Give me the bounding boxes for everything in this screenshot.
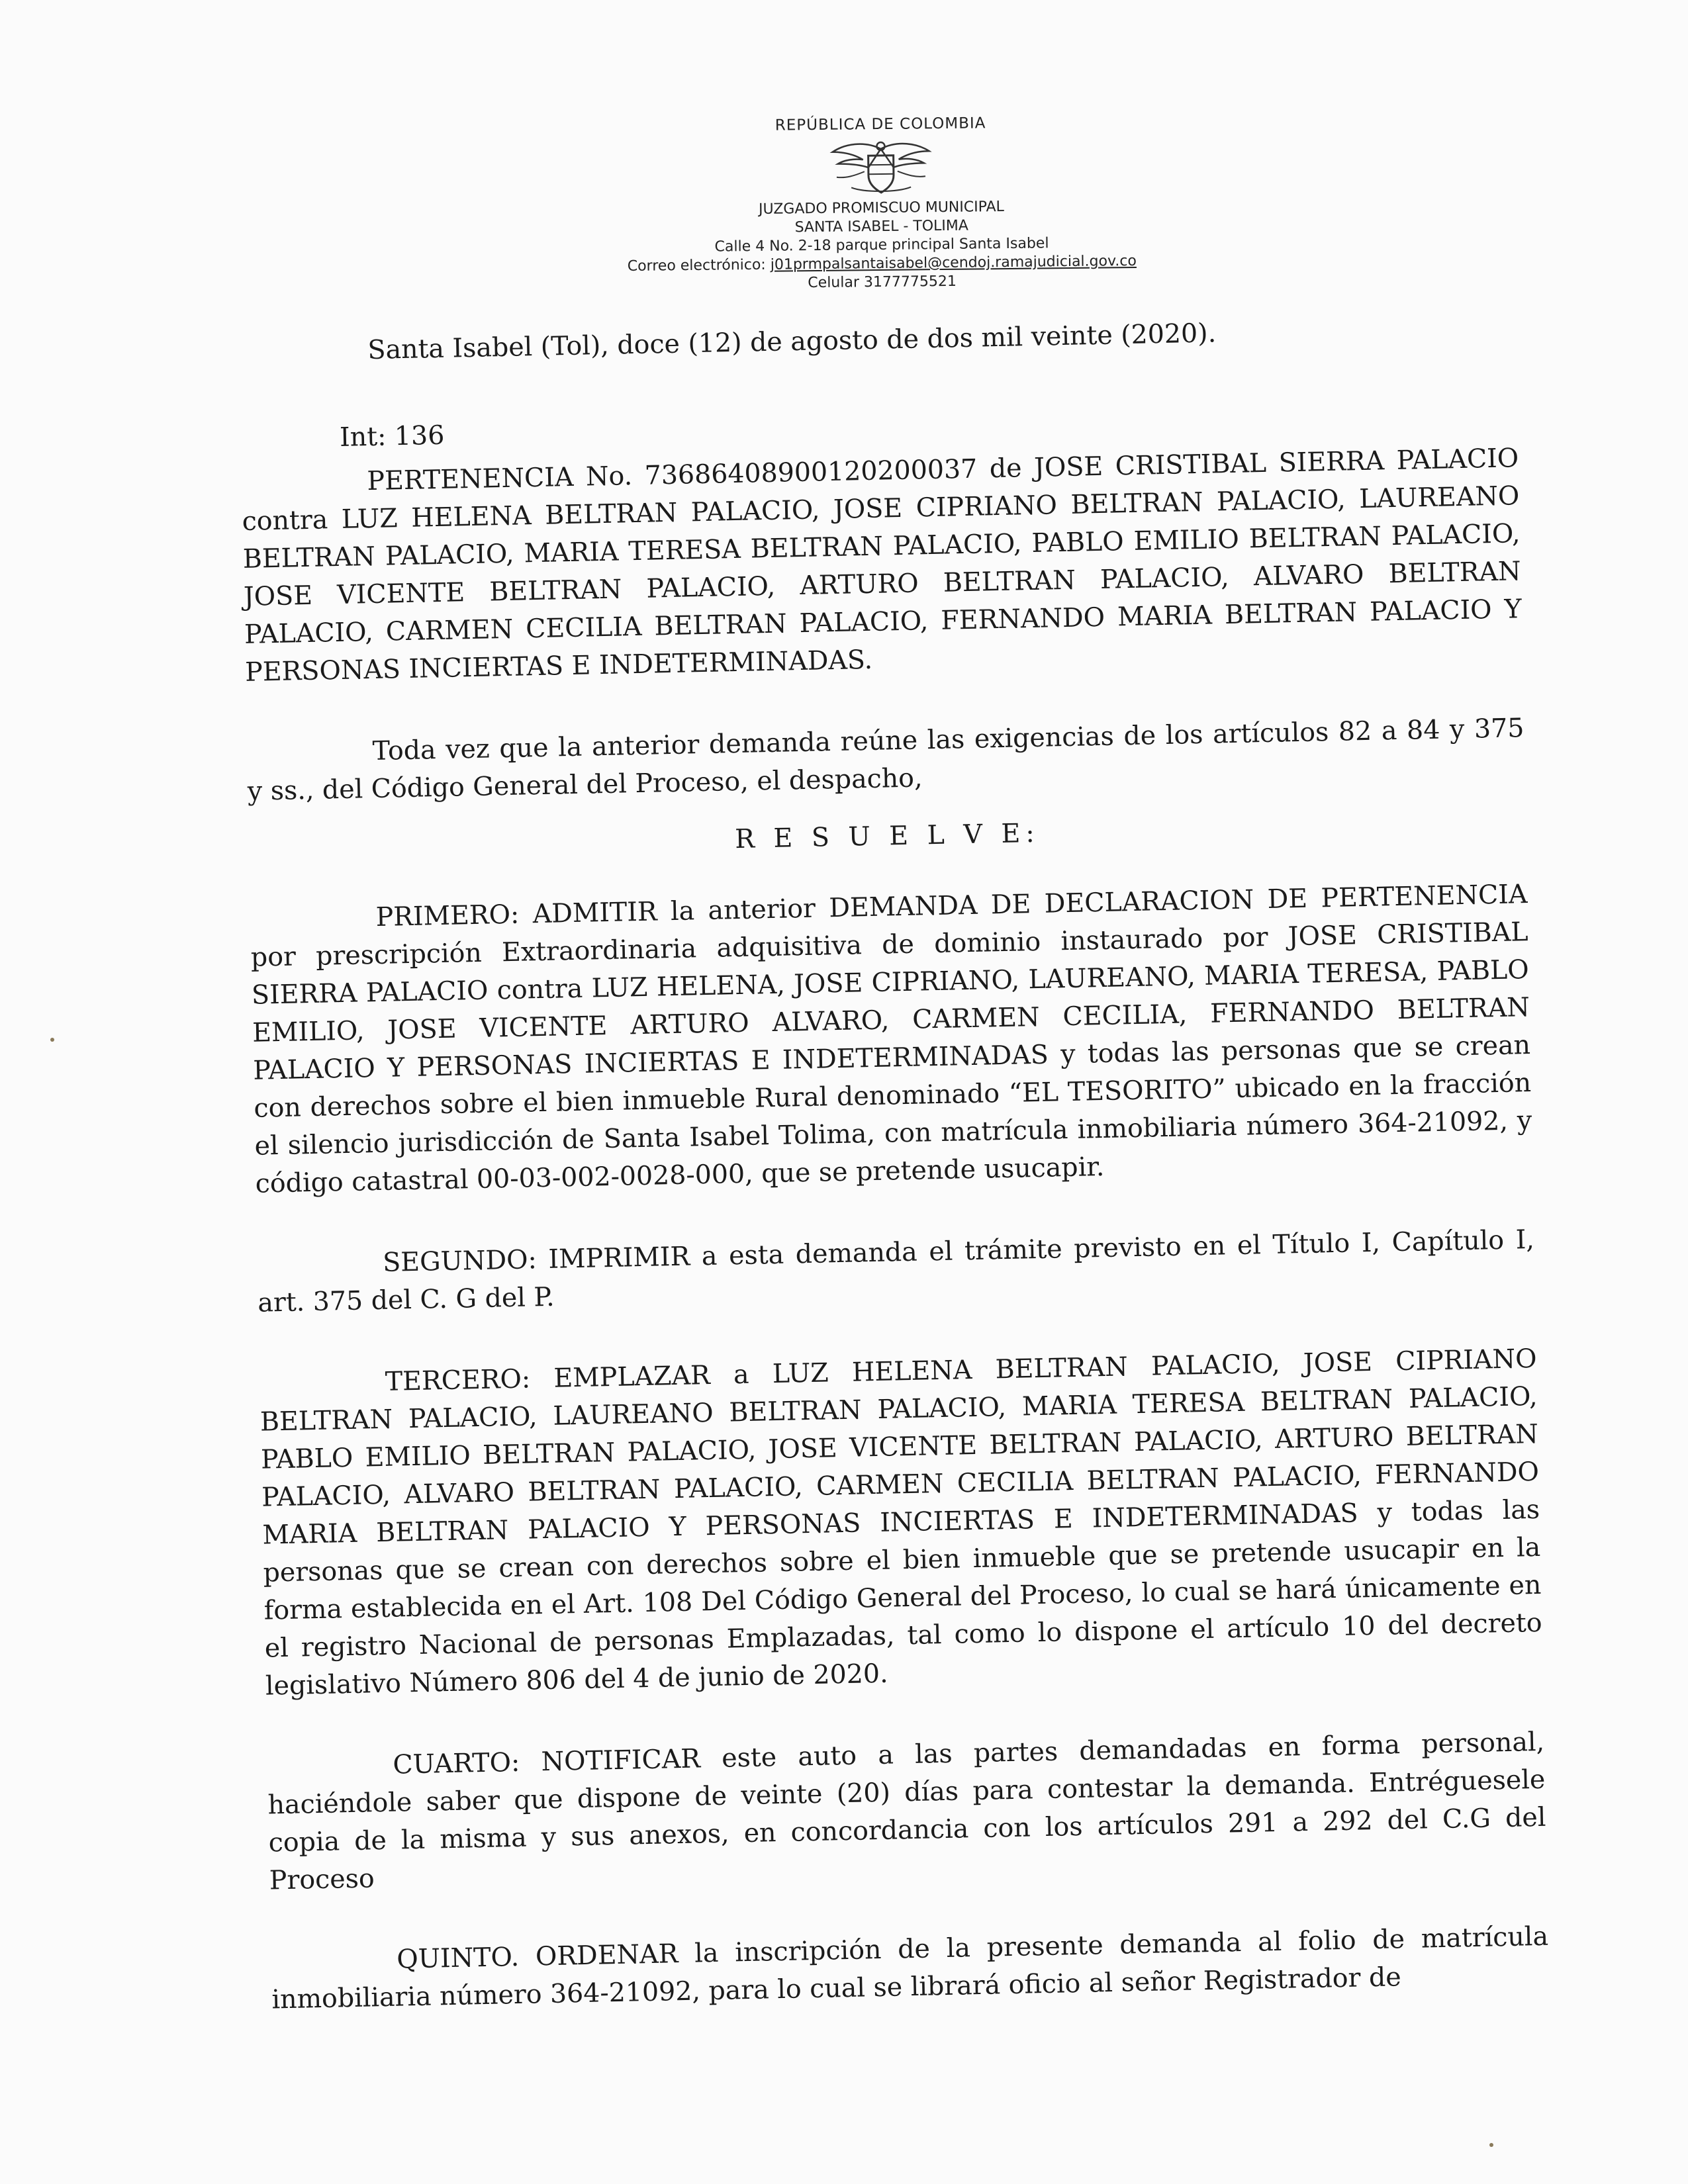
primero-paragraph: PRIMERO: ADMITIR la anterior DEMANDA DE DECLARACION DE PERTENENCIA por prescripción Extraordinaria adquisitiva de dominio instaurado por JOSE CRISTIBAL SIERRA PALACIO contra LUZ HELENA, JOSE CIPRIANO, LAUREANO, MARIA TERESA, PABLO EMILIO, JOSE VICENTE ARTURO ALVARO, CARMEN CECILIA, FERNANDO BELTRAN PALACIO Y PERSONAS INCIERTAS E INDETERMINADAS y todas las personas que se crean con derechos sobre el bien inmueble Rural denominado “EL TESORITO” ubicado en la fracción el silencio jurisdicción de Santa Isabel Tolima, con matrícula inmobiliaria número 364-21092, y código catastral 00-03-002-0028-000, que se pretende usucapir. (250, 879, 1532, 1199)
resuelve-heading: R E S U E L V E: (734, 817, 1041, 855)
internal-number: Int: 136 (339, 420, 445, 453)
segundo-paragraph: SEGUNDO: IMPRIMIR a esta demanda el trámite previsto en el Título I, Capítulo I, art. 375 del C. G del P. (257, 1224, 1535, 1318)
republic-heading: REPÚBLICA DE COLOMBIA (774, 114, 986, 134)
court-phone: Celular 3177775521 (808, 273, 957, 292)
court-email-link[interactable]: j01prmpalsantaisabel@cendoj.ramajudicial.gov.co (770, 252, 1137, 273)
court-name: JUZGADO PROMISCUO MUNICIPAL (758, 199, 1004, 218)
court-city: SANTA ISABEL - TOLIMA (794, 217, 969, 236)
scan-speck (1489, 2143, 1493, 2147)
letterhead (569, 113, 1194, 295)
case-caption: PERTENENCIA No. 73686408900120200037 de JOSE CRISTIBAL SIERRA PALACIO contra LUZ HELENA BELTRAN PALACIO, JOSE CIPRIANO BELTRAN PALACIO, LAUREANO BELTRAN PALACIO, MARIA TERESA BELTRAN PALACIO, PABLO EMILIO BELTRAN PALACIO, JOSE VICENTE BELTRAN PALACIO, ARTURO BELTRAN PALACIO, ALVARO BELTRAN PALACIO, CARMEN CECILIA BELTRAN PALACIO, FERNANDO MARIA BELTRAN PALACIO Y PERSONAS INCIERTAS E INDETERMINADAS. (242, 443, 1523, 688)
quinto-paragraph: QUINTO. ORDENAR la inscripción de la presente demanda al folio de matrícula inmobiliaria número 364-21092, para lo cual se librará oficio al señor Registrador de (271, 1921, 1549, 2015)
colombia-coat-of-arms-icon (824, 136, 937, 197)
intro-paragraph: Toda vez que la anterior demanda reúne las exigencias de los artículos 82 a 84 y 375 y ss., del Código General del Proceso, el despacho, (247, 713, 1524, 807)
scan-speck (50, 1038, 54, 1042)
document-date: Santa Isabel (Tol), doce (12) de agosto de dos mil veinte (2020). (367, 318, 1217, 366)
document-body (238, 308, 1550, 2019)
court-address: Calle 4 No. 2-18 parque principal Santa Isabel (714, 235, 1049, 255)
email-label: Correo electrónico: (627, 256, 766, 275)
tercero-paragraph: TERCERO: EMPLAZAR a LUZ HELENA BELTRAN PALACIO, JOSE CIPRIANO BELTRAN PALACIO, LAUREANO BELTRAN PALACIO, MARIA TERESA BELTRAN PALACIO, PABLO EMILIO BELTRAN PALACIO, JOSE VICENTE BELTRAN PALACIO, ARTURO BELTRAN PALACIO, ALVARO BELTRAN PALACIO, CARMEN CECILIA BELTRAN PALACIO, FERNANDO MARIA BELTRAN PALACIO Y PERSONAS INCIERTAS E INDETERMINADAS y todas las personas que se crean con derechos sobre el bien inmueble que se pretende usucapir en la forma establecida en el Art. 108 Del Código General del Proceso, lo cual se hará únicamente en el registro Nacional de personas Emplazadas, tal como lo dispone el artículo 10 del decreto legislativo Número 806 del 4 de junio de 2020. (259, 1343, 1542, 1702)
cuarto-paragraph: CUARTO: NOTIFICAR este auto a las partes demandadas en forma personal, haciéndole saber que dispone de veinte (20) días para contestar la demanda. Entréguesele copia de la misma y sus anexos, en concordancia con los artículos 291 a 292 del C.G del Proceso (267, 1726, 1546, 1896)
